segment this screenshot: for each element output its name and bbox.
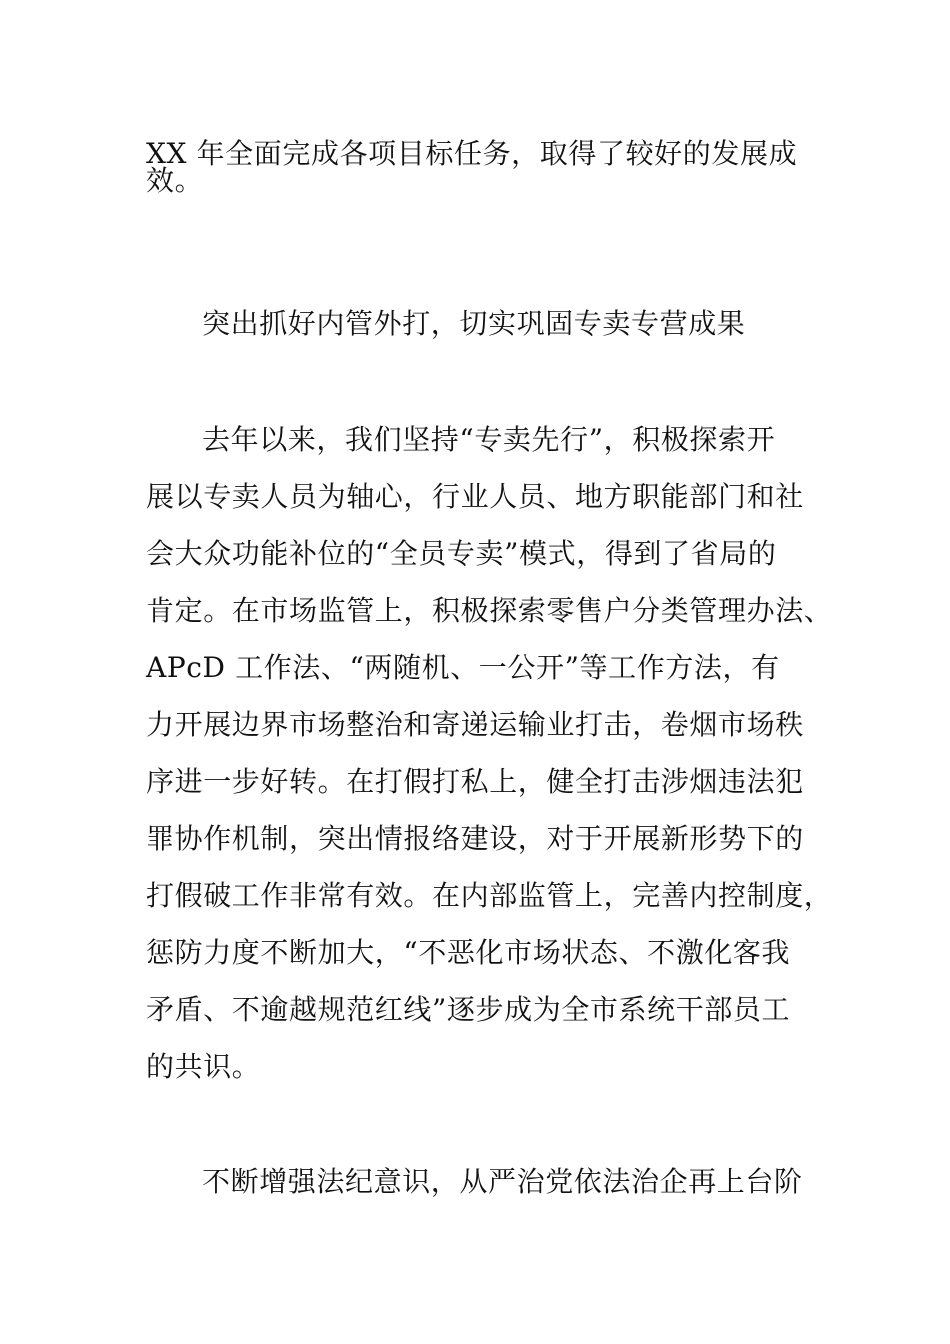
paragraph-line: 打假破工作非常有效。在内部监管上，完善内控制度，: [146, 879, 833, 912]
paragraph-line: 去年以来，我们坚持“专卖先行”，积极探索开: [202, 423, 776, 456]
paragraph-line: 罪协作机制，突出情报络建设，对于开展新形势下的: [146, 822, 804, 855]
section-heading: 不断增强法纪意识，从严治党依法治企再上台阶: [202, 1165, 803, 1198]
paragraph-line: APcD 工作法、“两随机、一公开”等工作方法，有: [146, 651, 780, 684]
paragraph-line: 序进一步好转。在打假打私上，健全打击涉烟违法犯: [146, 765, 804, 798]
paragraph-line: 肯定。在市场监管上，积极探索零售户分类管理办法、: [146, 594, 833, 627]
paragraph-line: 矛盾、不逾越规范红线”逐步成为全市系统干部员工: [146, 993, 791, 1026]
paragraph-line: 的共识。: [146, 1050, 261, 1083]
paragraph-line: 效。: [146, 164, 204, 197]
paragraph-line: 力开展边界市场整治和寄递运输业打击，卷烟市场秩: [146, 708, 804, 741]
paragraph-line: 惩防力度不断加大，“不恶化市场状态、不激化客我: [146, 936, 791, 969]
section-heading: 突出抓好内管外打，切实巩固专卖专营成果: [202, 307, 746, 340]
paragraph-line: 展以专卖人员为轴心，行业人员、地方职能部门和社: [146, 480, 804, 513]
paragraph-line: 会大众功能补位的“全员专卖”模式，得到了省局的: [146, 537, 777, 570]
paragraph-line: XX 年全面完成各项目标任务，取得了较好的发展成: [146, 137, 798, 170]
